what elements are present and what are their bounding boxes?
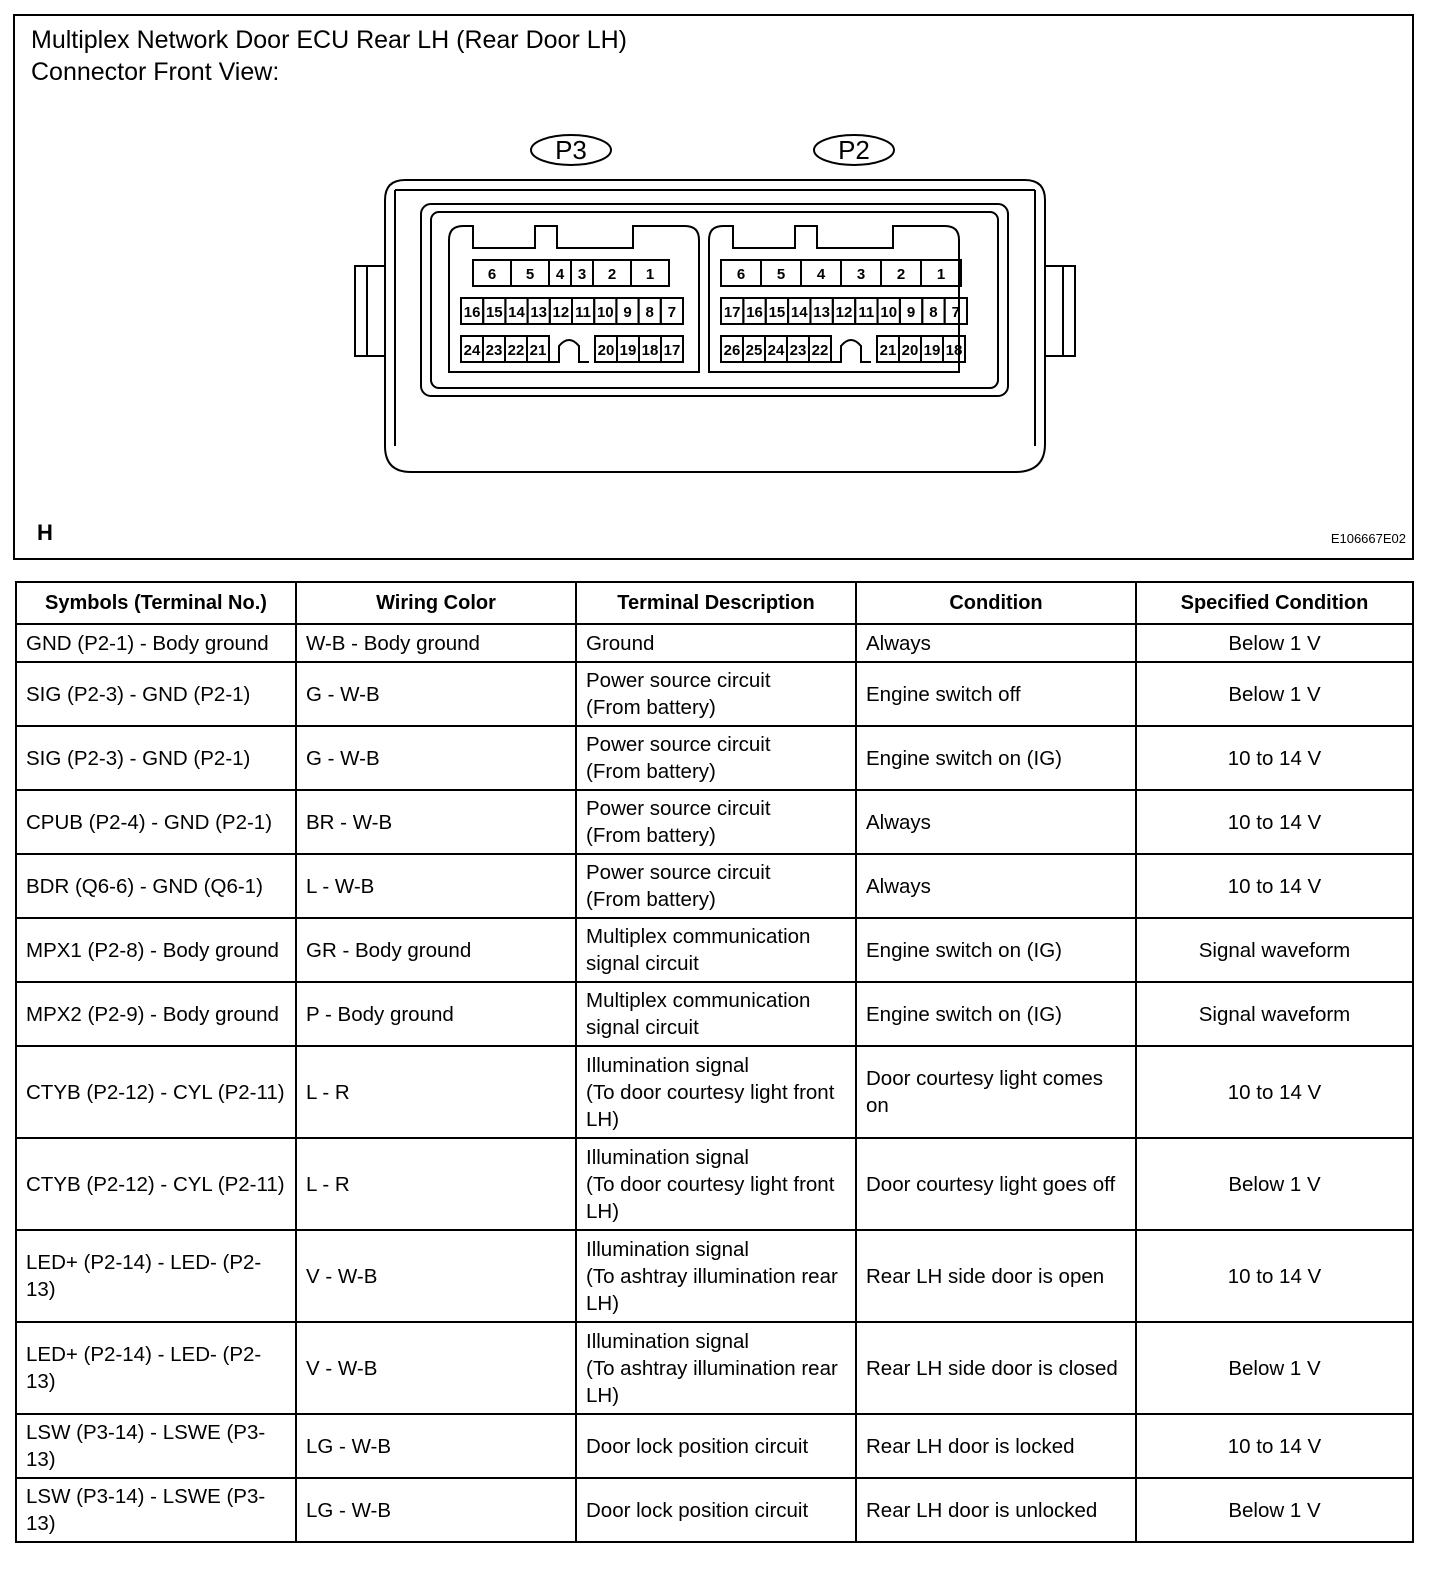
cell-wiring-color: GR - Body ground [296,918,576,982]
housing-outline [385,180,1045,472]
cell-specified-condition: Below 1 V [1136,1138,1413,1230]
pin-number: 22 [811,342,829,359]
cell-terminal-description: Illumination signal (To ashtray illumination rear LH) [576,1230,856,1322]
pin-number: 16 [463,304,481,321]
pin-number: 20 [901,342,919,359]
pin-number: 22 [507,342,525,359]
cell-symbol: CTYB (P2-12) - CYL (P2-11) [16,1138,296,1230]
cell-symbol: GND (P2-1) - Body ground [16,624,296,662]
cell-wiring-color: LG - W-B [296,1414,576,1478]
left-latch [355,266,385,356]
cell-condition: Engine switch on (IG) [856,982,1136,1046]
connector-p2 [709,135,967,372]
pin-number: 12 [552,304,570,321]
pin-number: 14 [508,304,525,321]
cell-terminal-description: Illumination signal (To door courtesy light front LH) [576,1046,856,1138]
pin-number: 24 [767,342,785,359]
cell-wiring-color: L - W-B [296,854,576,918]
pin-number: 20 [597,342,615,359]
cell-specified-condition: Below 1 V [1136,624,1413,662]
pin-number: 3 [577,266,587,283]
pin-number: 21 [529,342,547,359]
terminal-spec-table [15,581,1414,1543]
pin-number: 17 [663,342,681,359]
header-terminal-description: Terminal Description [576,582,856,624]
cell-terminal-description: Multiplex communication signal circuit [576,982,856,1046]
pin-number: 7 [951,304,960,321]
pin-number: 18 [945,342,963,359]
pin-number: 24 [463,342,481,359]
table-row [16,1230,1413,1322]
cell-terminal-description: Multiplex communication signal circuit [576,918,856,982]
connector-label: P3 [555,135,587,165]
pin-number: 23 [485,342,503,359]
cell-symbol: SIG (P2-3) - GND (P2-1) [16,662,296,726]
pin-number: 21 [879,342,897,359]
cell-specified-condition: Below 1 V [1136,1322,1413,1414]
pin-number: 2 [607,266,617,283]
figure-title: Multiplex Network Door ECU Rear LH (Rear Door LH) Connector Front View: [31,26,627,86]
pin-number: 13 [530,304,548,321]
cell-wiring-color: G - W-B [296,662,576,726]
pin-number: 23 [789,342,807,359]
cell-wiring-color: LG - W-B [296,1478,576,1542]
pin-number: 5 [525,266,535,283]
pin-number: 11 [575,304,592,321]
cell-wiring-color: BR - W-B [296,790,576,854]
pin-number: 2 [896,266,906,283]
pin-number: 1 [645,266,655,283]
pin-number: 3 [856,266,866,283]
table-row [16,1046,1413,1138]
cell-terminal-description: Power source circuit (From battery) [576,854,856,918]
cell-wiring-color: W-B - Body ground [296,624,576,662]
cell-symbol: LED+ (P2-14) - LED- (P2-13) [16,1322,296,1414]
pin-number: 14 [790,304,808,321]
cell-terminal-description: Power source circuit (From battery) [576,726,856,790]
connector-p3 [449,135,699,372]
table-row [16,1322,1413,1414]
pin-number: 10 [880,304,898,321]
cell-wiring-color: P - Body ground [296,982,576,1046]
pin-number: 13 [813,304,830,321]
pin-number: 9 [623,304,632,321]
header-symbols: Symbols (Terminal No.) [16,582,296,624]
connector-label: P2 [838,135,870,165]
cell-specified-condition: Signal waveform [1136,918,1413,982]
table-row [16,1414,1413,1478]
cell-condition: Rear LH door is unlocked [856,1478,1136,1542]
cell-symbol: BDR (Q6-6) - GND (Q6-1) [16,854,296,918]
cell-condition: Always [856,624,1136,662]
cell-condition: Rear LH side door is open [856,1230,1136,1322]
cell-specified-condition: 10 to 14 V [1136,854,1413,918]
pin-number: 17 [723,304,741,321]
cell-condition: Door courtesy light goes off [856,1138,1136,1230]
cell-wiring-color: V - W-B [296,1322,576,1414]
table-row [16,790,1413,854]
cell-wiring-color: V - W-B [296,1230,576,1322]
connector-figure [13,14,1414,560]
pin-number: 4 [816,266,826,283]
cell-terminal-description: Door lock position circuit [576,1414,856,1478]
pin-number: 16 [746,304,763,321]
cell-wiring-color: L - R [296,1138,576,1230]
cell-condition: Rear LH door is locked [856,1414,1136,1478]
key-notch [549,340,589,362]
cell-specified-condition: 10 to 14 V [1136,726,1413,790]
figure-code: E106667E02 [1330,531,1406,546]
pin-number: 18 [641,342,659,359]
table-row [16,726,1413,790]
pin-number: 12 [835,304,853,321]
cell-specified-condition: 10 to 14 V [1136,1230,1413,1322]
pin-number: 19 [923,342,941,359]
pin-number: 19 [619,342,637,359]
cell-wiring-color: G - W-B [296,726,576,790]
pin-number: 15 [768,304,786,321]
cell-specified-condition: 10 to 14 V [1136,1046,1413,1138]
cell-terminal-description: Power source circuit (From battery) [576,662,856,726]
connector-front-view-drawing [15,16,1412,558]
cell-specified-condition: Below 1 V [1136,662,1413,726]
cell-specified-condition: 10 to 14 V [1136,790,1413,854]
cell-terminal-description: Ground [576,624,856,662]
cell-symbol: LSW (P3-14) - LSWE (P3-13) [16,1478,296,1542]
pin-number: 6 [487,266,497,283]
cell-symbol: CTYB (P2-12) - CYL (P2-11) [16,1046,296,1138]
pin-number: 15 [485,304,503,321]
pin-number: 25 [745,342,763,359]
cell-condition: Always [856,790,1136,854]
cell-symbol: LSW (P3-14) - LSWE (P3-13) [16,1414,296,1478]
cell-condition: Always [856,854,1136,918]
table-row [16,662,1413,726]
inner-frame [421,204,1008,396]
pin-number: 10 [596,304,614,321]
pin-number: 8 [645,304,654,321]
cell-wiring-color: L - R [296,1046,576,1138]
cell-terminal-description: Power source circuit (From battery) [576,790,856,854]
pin-number: 8 [929,304,938,321]
cell-symbol: MPX1 (P2-8) - Body ground [16,918,296,982]
figure-letter: H [37,520,53,545]
table-row [16,854,1413,918]
table-row [16,1138,1413,1230]
cell-symbol: LED+ (P2-14) - LED- (P2-13) [16,1230,296,1322]
pin-number: 9 [906,304,916,321]
pin-number: 4 [555,266,565,283]
cell-condition: Engine switch off [856,662,1136,726]
right-latch [1045,266,1075,356]
cell-condition: Rear LH side door is closed [856,1322,1136,1414]
cell-specified-condition: Below 1 V [1136,1478,1413,1542]
pin-number: 1 [936,266,946,283]
cell-symbol: SIG (P2-3) - GND (P2-1) [16,726,296,790]
cell-terminal-description: Illumination signal (To door courtesy light front LH) [576,1138,856,1230]
cell-condition: Door courtesy light comes on [856,1046,1136,1138]
header-condition: Condition [856,582,1136,624]
cell-terminal-description: Illumination signal (To ashtray illumination rear LH) [576,1322,856,1414]
pin-number: 7 [667,304,677,321]
header-specified-condition: Specified Condition [1136,582,1413,624]
pin-number: 11 [858,304,875,321]
pin-number: 5 [776,266,786,283]
cell-terminal-description: Door lock position circuit [576,1478,856,1542]
table-row [16,982,1413,1046]
pin-number: 6 [736,266,746,283]
cell-condition: Engine switch on (IG) [856,726,1136,790]
header-wiring-color: Wiring Color [296,582,576,624]
cell-condition: Engine switch on (IG) [856,918,1136,982]
cell-specified-condition: Signal waveform [1136,982,1413,1046]
cell-specified-condition: 10 to 14 V [1136,1414,1413,1478]
cell-symbol: MPX2 (P2-9) - Body ground [16,982,296,1046]
table-row [16,918,1413,982]
table-header-row [16,582,1413,624]
cell-symbol: CPUB (P2-4) - GND (P2-1) [16,790,296,854]
key-notch [831,340,871,362]
pin-number: 26 [723,342,741,359]
table-row [16,624,1413,662]
table-row [16,1478,1413,1542]
